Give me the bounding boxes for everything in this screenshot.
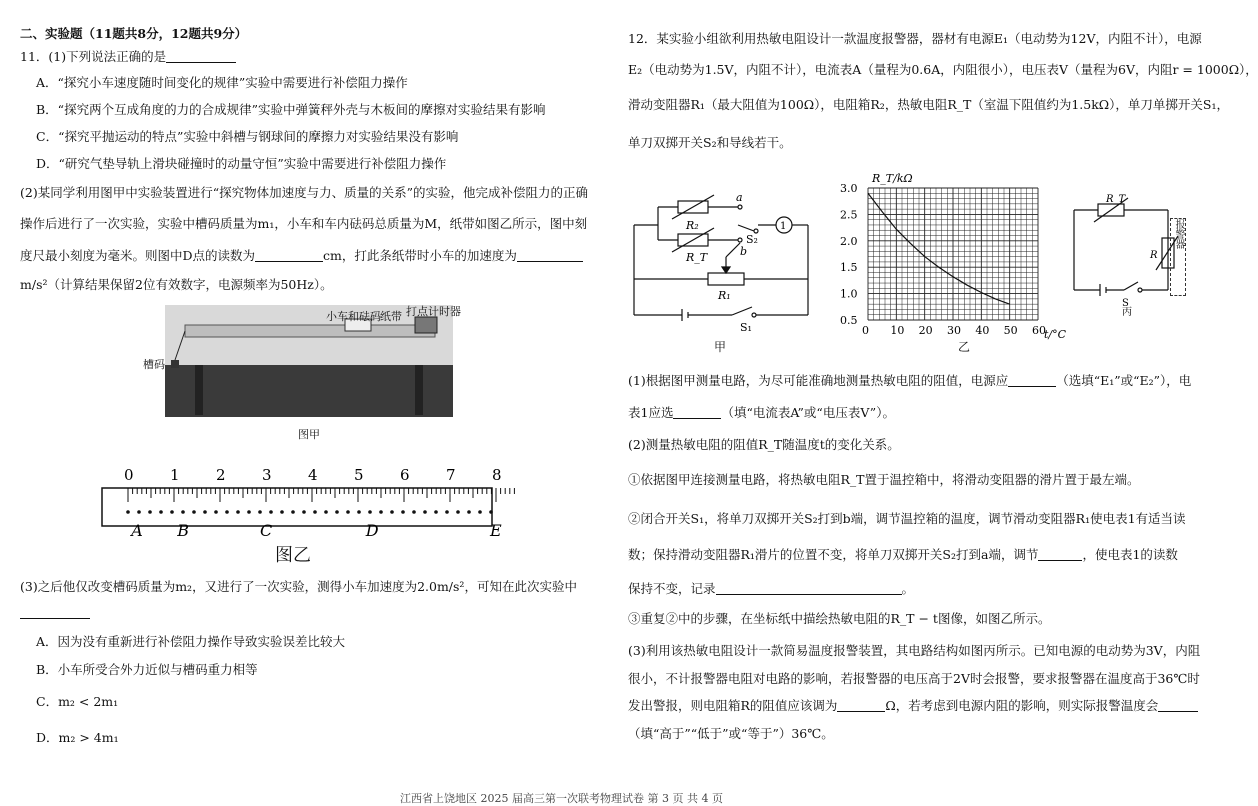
tape-dot [159, 510, 163, 514]
photo-label-car: 小车和砝码 [326, 310, 381, 323]
graph-xtick: 10 [890, 324, 905, 337]
graph-ytick: 3.0 [840, 182, 858, 195]
tape-dot [247, 510, 251, 514]
q12-part1-d: （填“电流表A”或“电压表V”）。 [721, 405, 895, 420]
q12-part2: (2)测量热敏电阻的阻值R_T随温度t的变化关系。 [628, 437, 900, 452]
graph-xtick: 0 [862, 324, 869, 337]
tape-point-label: B [177, 521, 189, 540]
tape-point-label: E [490, 521, 502, 540]
tape-dot [302, 510, 306, 514]
tape-dot [489, 510, 493, 514]
tape-dot [236, 510, 240, 514]
answer-blank [1158, 699, 1198, 712]
circuit-meter-1: 1 [780, 221, 787, 232]
q11-option-b: B．“探究两个互成角度的力的合成规律”实验中弹簧秤外壳与木板间的摩擦对实验结果有影响 [36, 102, 546, 117]
alarm-label: 报警器 [1173, 219, 1184, 249]
tape-dot [126, 510, 130, 514]
answer-blank [716, 582, 902, 595]
q11-part3-option-a: A．因为没有重新进行补偿阻力操作导致实验误差比较大 [36, 634, 346, 649]
q12-part3-d: Ω，若考虑到电源内阻的影响，则实际报警温度会 [885, 698, 1159, 713]
q11-option-c: C．“探究平抛运动的特点”实验中斜槽与钢球间的摩擦力对实验结果没有影响 [36, 129, 459, 144]
q11-part2-line3 [20, 248, 583, 264]
q11-part2-line1: (2)某同学利用图甲中实验装置进行“探究物体加速度与力、质量的关系”的实验，他完成补偿阻力的正确 [20, 185, 588, 200]
ruler-number: 3 [262, 466, 272, 484]
graph-xtick: 20 [918, 324, 933, 337]
q11-part2-line3-b: cm，打此条纸带时小车的加速度为 [323, 248, 517, 263]
answer-blank [517, 249, 583, 262]
tape-point-label: D [365, 521, 379, 540]
q11-part3-option-b: B．小车所受合外力近似与槽码重力相等 [36, 662, 258, 677]
ruler-number: 8 [492, 466, 502, 484]
q12-step2-line1: ②闭合开关S₁，将单刀双掷开关S₂打到b端，调节温控箱的温度，调节滑动变阻器R₁使电表1有适当读 [628, 511, 1186, 526]
q12-step2-b: 数；保持滑动变阻器R₁滑片的位置不变，将单刀双掷开关S₂打到a端，调节 [628, 547, 1039, 562]
graph-ytick: 0.5 [840, 314, 858, 327]
tape-dot [467, 510, 471, 514]
answer-blank [166, 50, 236, 63]
graph-xtick: 30 [947, 324, 961, 337]
tape-dot [192, 510, 196, 514]
tape-dot [423, 510, 427, 514]
q12-part3-line1: (3)利用该热敏电阻设计一款简易温度报警装置，其电路结构如图丙所示。已知电源的电动势为3V，内阻 [628, 643, 1201, 658]
q11-stem-text: 11．(1)下列说法正确的是 [20, 49, 167, 64]
graph-xtick: 60 [1032, 324, 1046, 337]
tape-dot [203, 510, 207, 514]
q11-part2-line4: m/s²（计算结果保留2位有效数字，电源频率为50Hz）。 [20, 277, 333, 292]
tape-dot [401, 510, 405, 514]
graph-yi-caption: 乙 [958, 340, 971, 354]
apparatus-photo [165, 305, 453, 417]
q12-line1: 12．某实验小组欲利用热敏电阻设计一款温度报警器，器材有电源E₁（电动势为12V，内阻不计），电源 [628, 31, 1202, 46]
q12-step2-e: 。 [901, 581, 915, 596]
ruler-number: 1 [170, 466, 180, 484]
tape-dot [445, 510, 449, 514]
ruler-number: 0 [124, 466, 134, 484]
page-footer: 江西省上饶地区 2025 届高三第一次联考物理试卷 第 3 页 共 4 页 [400, 792, 723, 805]
q12-part3-line3 [628, 698, 1198, 714]
ruler-figure [100, 450, 500, 550]
q12-step1: ①依据图甲连接测量电路，将热敏电阻R_T置于温控箱中，将滑动变阻器的滑片置于最左端。 [628, 472, 1140, 487]
answer-blank [837, 699, 885, 712]
circuit-bing [1068, 190, 1183, 318]
q12-step2-c: ，使电表1的读数 [1082, 547, 1178, 562]
photo-label-timer: 打点计时器 [406, 305, 461, 318]
tape-dot [269, 510, 273, 514]
tape-dot [214, 510, 218, 514]
q12-line4: 单刀双掷开关S₂和导线若干。 [628, 135, 792, 150]
figure-yi-caption: 图乙 [275, 545, 311, 566]
answer-blank [255, 249, 323, 262]
q12-step2-line2 [628, 547, 1178, 563]
tape-dot [412, 510, 416, 514]
rt-graph [838, 170, 1078, 340]
graph-xlabel: t/°C [1044, 328, 1067, 341]
tape-dot [357, 510, 361, 514]
q11-part3-option-c: C．m₂ < 2m₁ [36, 694, 119, 709]
photo-label-weight: 槽码 [143, 358, 165, 371]
tape-dot [280, 510, 284, 514]
q12-part1-c: 表1应选 [628, 405, 674, 420]
graph-ytick: 1.0 [840, 287, 858, 301]
tape-dot [170, 510, 174, 514]
tape-dot [148, 510, 152, 514]
graph-xtick: 40 [975, 324, 990, 337]
tape-dot [368, 510, 372, 514]
circuit-label-b: b [740, 245, 748, 258]
answer-blank [1038, 548, 1082, 561]
ruler-number: 5 [354, 466, 364, 484]
photo-label-tape: 纸带 [380, 310, 402, 323]
tape-point-label: A [131, 521, 143, 540]
q12-part1-b: （选填“E₁”或“E₂”），电 [1056, 373, 1192, 388]
q12-step3: ③重复②中的步骤，在坐标纸中描绘热敏电阻的R_T − t图像，如图乙所示。 [628, 611, 1051, 626]
alarm-box [1170, 218, 1186, 296]
tape-dot [456, 510, 460, 514]
tape-dot [258, 510, 262, 514]
tape-dot [390, 510, 394, 514]
graph-ytick: 1.5 [840, 261, 858, 275]
q12-step2-d: 保持不变，记录 [628, 581, 716, 596]
answer-blank [673, 406, 721, 419]
rt-curve [868, 193, 1010, 304]
tape-dot [478, 510, 482, 514]
tape-dot [324, 510, 328, 514]
q12-part3-line4: （填“高于”“低于”或“等于”）36℃。 [628, 726, 834, 741]
q12-line2: E₂（电动势为1.5V，内阻不计），电流表A（量程为0.6A，内阻很小），电压表V（量程为6V，内阻r = 1000Ω）， [628, 62, 1258, 77]
q11-part2-line2: 操作后进行了一次实验，实验中槽码质量为m₁，小车和车内砝码总质量为M，纸带如图乙所示，图中刻 [20, 216, 588, 231]
answer-blank [1008, 374, 1056, 387]
circuit-label-r1: R₁ [718, 289, 731, 302]
circuit-label-r2: R₂ [686, 219, 699, 232]
tape-dot [225, 510, 229, 514]
circuit3-label-r: R [1150, 250, 1158, 261]
circuit3-label-rt: R_T [1106, 194, 1126, 205]
circuit-label-rt: R_T [686, 251, 708, 264]
q11-stem [20, 49, 236, 65]
ruler-number: 2 [216, 466, 226, 484]
q12-part3-line2: 很小，不计报警器电阻对电路的影响，若报警器的电压高于2V时会报警，要求报警器在温度高于36℃时 [628, 671, 1200, 686]
answer-blank [20, 606, 90, 619]
circuit-label-s1: S₁ [740, 321, 752, 334]
q11-part2-line3-a: 度尺最小刻度为毫米。则图中D点的读数为 [20, 248, 256, 263]
tape-dot [434, 510, 438, 514]
tape-dot [137, 510, 141, 514]
q12-part1-line2 [628, 405, 895, 421]
graph-xtick: 50 [1003, 324, 1018, 337]
circuit-label-s2: S₂ [746, 233, 758, 246]
tape-dot [181, 510, 185, 514]
q12-part3-c: 发出警报，则电阻箱R的阻值应该调为 [628, 698, 838, 713]
q12-part1-line1 [628, 373, 1191, 389]
ruler-number: 4 [308, 466, 318, 484]
tape-dot [313, 510, 317, 514]
ruler-number: 7 [446, 466, 456, 484]
graph-ytick: 2.5 [840, 208, 858, 222]
q11-part3-blank-line [20, 605, 90, 621]
tape-point-label: C [260, 521, 273, 540]
circuit3-label-s: S [1122, 298, 1129, 309]
circuit3-caption: 丙 [1122, 307, 1132, 318]
tape-dot [335, 510, 339, 514]
q11-option-a: A．“探究小车速度随时间变化的规律”实验中需要进行补偿阻力操作 [36, 75, 408, 90]
circuit-jia [628, 185, 828, 345]
circuit-label-a: a [736, 191, 743, 204]
q12-part1-a: (1)根据图甲测量电路，为尽可能准确地测量热敏电阻的阻值，电源应 [628, 373, 1009, 388]
q12-line3: 滑动变阻器R₁（最大阻值为100Ω），电阻箱R₂，热敏电阻R_T（室温下阻值约为1.5kΩ），单刀单掷开关S₁， [628, 97, 1229, 112]
tape-dot [346, 510, 350, 514]
section-title: 二、实验题（11题共8分，12题共9分） [20, 26, 248, 41]
q12-step2-line3 [628, 581, 914, 597]
tape-dot [291, 510, 295, 514]
q11-part3-option-d: D．m₂ > 4m₁ [36, 730, 119, 745]
tape-dot [379, 510, 383, 514]
q11-part3-line1: (3)之后他仅改变槽码质量为m₂，又进行了一次实验，测得小车加速度为2.0m/s²，可知在此次实验中 [20, 579, 577, 594]
ruler-number: 6 [400, 466, 410, 484]
graph-ytick: 2.0 [840, 234, 858, 248]
figure-jia-caption: 图甲 [298, 428, 320, 441]
graph-ylabel: R_T/kΩ [872, 172, 913, 185]
q11-option-d: D．“研究气垫导轨上滑块碰撞时的动量守恒”实验中需要进行补偿阻力操作 [36, 156, 447, 171]
circuit-jia-caption: 甲 [714, 340, 727, 354]
